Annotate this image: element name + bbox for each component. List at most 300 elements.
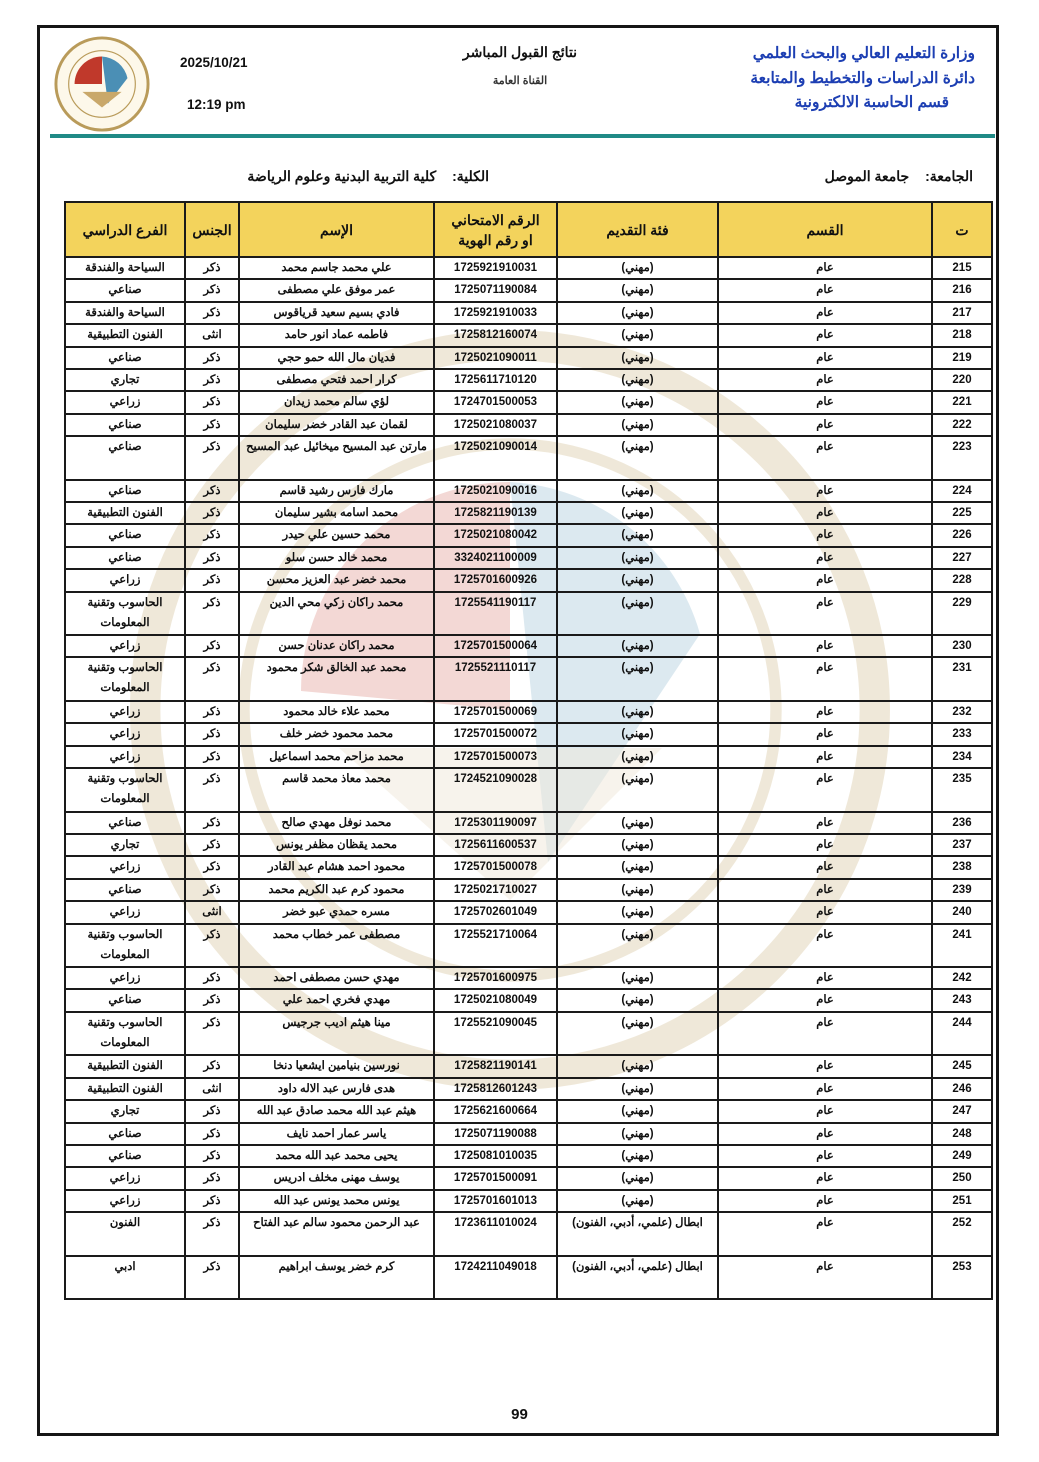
cell-gender: ذكر (185, 369, 239, 391)
cell-num: 244 (932, 1012, 992, 1056)
cell-category: (مهني) (557, 1167, 718, 1189)
document-title-block (410, 44, 630, 87)
cell-name: محمد عبد الخالق شكر محمود (239, 657, 434, 701)
document-title: نتائج القبول المباشر (462, 44, 578, 60)
cell-gender: انثى (185, 1078, 239, 1100)
cell-dept: عام (718, 502, 932, 524)
cell-gender: ذكر (185, 834, 239, 856)
cell-dept: عام (718, 347, 932, 369)
cell-gender: ذكر (185, 879, 239, 901)
university-field (825, 168, 973, 185)
cell-gender: ذكر (185, 1256, 239, 1300)
cell-name: مهدي فخري احمد علي (239, 989, 434, 1011)
cell-name: مينا هيثم اديب جرجيس (239, 1012, 434, 1056)
cell-name: عبد الرحمن محمود سالم عبد الفتاح (239, 1212, 434, 1256)
cell-num: 240 (932, 901, 992, 923)
cell-exam-number: 1725701500078 (434, 856, 557, 878)
cell-name: محمد محمود خضر خلف (239, 723, 434, 745)
cell-exam-number: 1725921910033 (434, 302, 557, 324)
cell-name: هدى فارس عبد الاله داود (239, 1078, 434, 1100)
cell-name: عمر موفق علي مصطفى (239, 279, 434, 301)
table-row (65, 302, 992, 324)
col-header-num: ت (932, 202, 992, 257)
cell-name: محمد مزاحم محمد اسماعيل (239, 746, 434, 768)
college-label: الكلية: (452, 168, 489, 184)
cell-branch: زراعي (65, 1190, 185, 1212)
cell-name: مهدي حسن مصطفى احمد (239, 967, 434, 989)
col-header-gender: الجنس (185, 202, 239, 257)
cell-branch: صناعي (65, 812, 185, 834)
cell-num: 243 (932, 989, 992, 1011)
table-row (65, 924, 992, 968)
table-row (65, 723, 992, 745)
cell-num: 250 (932, 1167, 992, 1189)
cell-num: 229 (932, 592, 992, 636)
cell-name: محمود كرم عبد الكريم محمد (239, 879, 434, 901)
cell-num: 228 (932, 569, 992, 591)
cell-category: (مهني) (557, 1100, 718, 1122)
cell-num: 241 (932, 924, 992, 968)
table-row (65, 967, 992, 989)
cell-gender: ذكر (185, 347, 239, 369)
cell-num: 230 (932, 635, 992, 657)
table-row (65, 1123, 992, 1145)
ministry-line-3: قسم الحاسبة الالكترونية (794, 94, 949, 111)
cell-dept: عام (718, 657, 932, 701)
cell-name: محمد يقظان مظفر يونس (239, 834, 434, 856)
table-row (65, 768, 992, 812)
cell-name: محمد راكان زكي محي الدين (239, 592, 434, 636)
cell-category: (مهني) (557, 812, 718, 834)
cell-category: ابطال (علمي، أدبي، الفنون) (557, 1256, 718, 1300)
table-row (65, 657, 992, 701)
cell-dept: عام (718, 436, 932, 480)
col-header-exam (434, 202, 557, 257)
cell-dept: عام (718, 901, 932, 923)
cell-dept: عام (718, 592, 932, 636)
cell-branch: زراعي (65, 391, 185, 413)
cell-gender: ذكر (185, 657, 239, 701)
cell-branch: الفنون التطبيقية (65, 502, 185, 524)
cell-branch: صناعي (65, 436, 185, 480)
cell-name: لقمان عبد القادر خضر سليمان (239, 414, 434, 436)
cell-name: كرار احمد فتحي مصطفى (239, 369, 434, 391)
cell-name: فادي بسيم سعيد قرياقوس (239, 302, 434, 324)
cell-branch: زراعي (65, 1167, 185, 1189)
cell-category: (مهني) (557, 967, 718, 989)
cell-dept: عام (718, 324, 932, 346)
college-field (247, 168, 489, 185)
cell-dept: عام (718, 701, 932, 723)
cell-branch: صناعي (65, 347, 185, 369)
cell-gender: ذكر (185, 592, 239, 636)
cell-exam-number: 1725701601013 (434, 1190, 557, 1212)
cell-name: هيثم عبد الله محمد صادق عبد الله (239, 1100, 434, 1122)
cell-exam-number: 1725071190088 (434, 1123, 557, 1145)
cell-branch: زراعي (65, 723, 185, 745)
university-label: الجامعة: (925, 168, 973, 184)
cell-exam-number: 1725701600926 (434, 569, 557, 591)
table-row (65, 391, 992, 413)
table-row (65, 1145, 992, 1167)
cell-category: (مهني) (557, 746, 718, 768)
cell-exam-number: 1725921910031 (434, 257, 557, 279)
document-subtitle: القناة العامة (492, 75, 548, 87)
college-value: كلية التربية البدنية وعلوم الرياضة (247, 168, 437, 184)
cell-branch: زراعي (65, 569, 185, 591)
cell-num: 215 (932, 257, 992, 279)
cell-dept: عام (718, 635, 932, 657)
cell-name: محمد خالد حسن سلو (239, 547, 434, 569)
cell-dept: عام (718, 1256, 932, 1300)
cell-category: (مهني) (557, 901, 718, 923)
cell-category: (مهني) (557, 989, 718, 1011)
ministry-heading (715, 42, 975, 116)
cell-exam-number: 1725701500091 (434, 1167, 557, 1189)
cell-name: يوسف مهنى مخلف ادريس (239, 1167, 434, 1189)
cell-num: 222 (932, 414, 992, 436)
table-row (65, 701, 992, 723)
cell-name: محمد راكان عدنان حسن (239, 635, 434, 657)
cell-exam-number: 1725701500073 (434, 746, 557, 768)
table-row (65, 989, 992, 1011)
table-row (65, 1100, 992, 1122)
cell-num: 236 (932, 812, 992, 834)
cell-exam-number: 1724211049018 (434, 1256, 557, 1300)
table-row (65, 1190, 992, 1212)
cell-num: 235 (932, 768, 992, 812)
cell-category: (مهني) (557, 502, 718, 524)
table-row (65, 414, 992, 436)
cell-num: 237 (932, 834, 992, 856)
cell-name: مارك فارس رشيد قاسم (239, 480, 434, 502)
table-row (65, 834, 992, 856)
cell-name: نورسين بنيامين ايشعيا دنخا (239, 1055, 434, 1077)
cell-num: 227 (932, 547, 992, 569)
ministry-seal-logo (53, 35, 151, 133)
table-row (65, 257, 992, 279)
print-date: 2025/10/21 (180, 55, 248, 70)
cell-branch: صناعي (65, 524, 185, 546)
cell-dept: عام (718, 879, 932, 901)
cell-dept: عام (718, 524, 932, 546)
cell-branch: السياحة والفندقة (65, 302, 185, 324)
cell-name: محمود احمد هشام عبد القادر (239, 856, 434, 878)
cell-dept: عام (718, 967, 932, 989)
cell-num: 239 (932, 879, 992, 901)
cell-name: يونس محمد يونس عبد الله (239, 1190, 434, 1212)
cell-exam-number: 1725021080037 (434, 414, 557, 436)
cell-gender: ذكر (185, 547, 239, 569)
cell-exam-number: 1725621600664 (434, 1100, 557, 1122)
cell-gender: ذكر (185, 1123, 239, 1145)
cell-name: فديان مال الله حمو حجي (239, 347, 434, 369)
cell-gender: ذكر (185, 1055, 239, 1077)
table-row (65, 901, 992, 923)
university-value: جامعة الموصل (824, 168, 910, 184)
cell-category: (مهني) (557, 723, 718, 745)
cell-branch: الفنون التطبيقية (65, 1055, 185, 1077)
cell-gender: انثى (185, 901, 239, 923)
print-time: 12:19 pm (187, 97, 246, 112)
cell-dept: عام (718, 1212, 932, 1256)
cell-gender: انثى (185, 324, 239, 346)
cell-category: (مهني) (557, 302, 718, 324)
table-row (65, 746, 992, 768)
cell-gender: ذكر (185, 1167, 239, 1189)
cell-category: (مهني) (557, 1078, 718, 1100)
cell-branch: الحاسوب وتقنية المعلومات (65, 592, 185, 636)
cell-gender: ذكر (185, 967, 239, 989)
cell-dept: عام (718, 1123, 932, 1145)
cell-exam-number: 1725301190097 (434, 812, 557, 834)
cell-num: 226 (932, 524, 992, 546)
table-row (65, 569, 992, 591)
cell-dept: عام (718, 1078, 932, 1100)
cell-branch: زراعي (65, 746, 185, 768)
cell-gender: ذكر (185, 746, 239, 768)
cell-category: (مهني) (557, 257, 718, 279)
cell-branch: صناعي (65, 1123, 185, 1145)
cell-category: (مهني) (557, 524, 718, 546)
cell-exam-number: 1725701500064 (434, 635, 557, 657)
cell-dept: عام (718, 989, 932, 1011)
table-row (65, 879, 992, 901)
cell-category: (مهني) (557, 1012, 718, 1056)
table-row (65, 347, 992, 369)
ministry-line-2: دائرة الدراسات والتخطيط والمتابعة (750, 69, 975, 87)
cell-exam-number: 1725701600975 (434, 967, 557, 989)
table-row (65, 856, 992, 878)
table-row (65, 635, 992, 657)
cell-dept: عام (718, 834, 932, 856)
cell-gender: ذكر (185, 1212, 239, 1256)
cell-dept: عام (718, 812, 932, 834)
cell-gender: ذكر (185, 524, 239, 546)
cell-branch: الحاسوب وتقنية المعلومات (65, 924, 185, 968)
cell-dept: عام (718, 1055, 932, 1077)
cell-exam-number: 1723611010024 (434, 1212, 557, 1256)
cell-name: محمد نوفل مهدي صالح (239, 812, 434, 834)
cell-category: (مهني) (557, 369, 718, 391)
cell-gender: ذكر (185, 1100, 239, 1122)
cell-category: (مهني) (557, 635, 718, 657)
cell-num: 233 (932, 723, 992, 745)
cell-category: (مهني) (557, 701, 718, 723)
table-row (65, 592, 992, 636)
table-row (65, 324, 992, 346)
cell-exam-number: 1725071190084 (434, 279, 557, 301)
cell-name: محمد خضر عبد العزيز محسن (239, 569, 434, 591)
cell-branch: صناعي (65, 279, 185, 301)
cell-num: 238 (932, 856, 992, 878)
table-row (65, 1212, 992, 1256)
cell-category: (مهني) (557, 879, 718, 901)
cell-dept: عام (718, 1167, 932, 1189)
cell-name: مارتن عبد المسيح ميخائيل عبد المسيح (239, 436, 434, 480)
cell-exam-number: 1725701500072 (434, 723, 557, 745)
cell-branch: صناعي (65, 879, 185, 901)
cell-exam-number: 1725021080042 (434, 524, 557, 546)
cell-branch: صناعي (65, 547, 185, 569)
cell-name: علي محمد جاسم محمد (239, 257, 434, 279)
ministry-line-1: وزارة التعليم العالي والبحث العلمي (752, 45, 975, 62)
cell-exam-number: 1725021090014 (434, 436, 557, 480)
cell-num: 252 (932, 1212, 992, 1256)
cell-dept: عام (718, 547, 932, 569)
cell-gender: ذكر (185, 1190, 239, 1212)
cell-name: فاطمه عماد انور حامد (239, 324, 434, 346)
cell-category: ابطال (علمي، أدبي، الفنون) (557, 1212, 718, 1256)
table-row (65, 547, 992, 569)
cell-gender: ذكر (185, 569, 239, 591)
cell-gender: ذكر (185, 414, 239, 436)
table-row (65, 502, 992, 524)
cell-branch: صناعي (65, 414, 185, 436)
cell-category: (مهني) (557, 1055, 718, 1077)
cell-dept: عام (718, 723, 932, 745)
cell-gender: ذكر (185, 302, 239, 324)
cell-exam-number: 1725521090045 (434, 1012, 557, 1056)
cell-exam-number: 1725541190117 (434, 592, 557, 636)
cell-gender: ذكر (185, 924, 239, 968)
cell-exam-number: 1725521710064 (434, 924, 557, 968)
cell-name: يحيى محمد عبد الله محمد (239, 1145, 434, 1167)
cell-dept: عام (718, 279, 932, 301)
cell-num: 221 (932, 391, 992, 413)
cell-num: 247 (932, 1100, 992, 1122)
cell-exam-number: 1725081010035 (434, 1145, 557, 1167)
cell-gender: ذكر (185, 635, 239, 657)
cell-branch: تجاري (65, 1100, 185, 1122)
cell-gender: ذكر (185, 856, 239, 878)
cell-gender: ذكر (185, 391, 239, 413)
cell-exam-number: 1725821190139 (434, 502, 557, 524)
cell-exam-number: 1725702601049 (434, 901, 557, 923)
cell-dept: عام (718, 1190, 932, 1212)
cell-gender: ذكر (185, 1145, 239, 1167)
cell-branch: زراعي (65, 856, 185, 878)
table-row (65, 480, 992, 502)
col-header-category: فئة التقديم (557, 202, 718, 257)
cell-dept: عام (718, 257, 932, 279)
table-row (65, 524, 992, 546)
cell-gender: ذكر (185, 701, 239, 723)
cell-name: محمد اسامه بشير سليمان (239, 502, 434, 524)
table-row (65, 812, 992, 834)
cell-name: لؤي سالم محمد زيدان (239, 391, 434, 413)
cell-category: (مهني) (557, 391, 718, 413)
cell-num: 217 (932, 302, 992, 324)
cell-gender: ذكر (185, 723, 239, 745)
cell-num: 232 (932, 701, 992, 723)
cell-dept: عام (718, 746, 932, 768)
cell-exam-number: 1725821190141 (434, 1055, 557, 1077)
cell-category: (مهني) (557, 1145, 718, 1167)
col-header-branch: الفرع الدراسي (65, 202, 185, 257)
cell-num: 249 (932, 1145, 992, 1167)
cell-exam-number: 1725701500069 (434, 701, 557, 723)
cell-num: 219 (932, 347, 992, 369)
cell-exam-number: 1724701500053 (434, 391, 557, 413)
header-divider (50, 134, 995, 138)
cell-dept: عام (718, 856, 932, 878)
cell-dept: عام (718, 1100, 932, 1122)
cell-num: 218 (932, 324, 992, 346)
cell-num: 224 (932, 480, 992, 502)
table-row (65, 1256, 992, 1300)
cell-num: 216 (932, 279, 992, 301)
cell-category: (مهني) (557, 834, 718, 856)
cell-branch: زراعي (65, 701, 185, 723)
cell-branch: زراعي (65, 967, 185, 989)
cell-gender: ذكر (185, 1012, 239, 1056)
cell-branch: الفنون التطبيقية (65, 324, 185, 346)
cell-category: (مهني) (557, 279, 718, 301)
cell-dept: عام (718, 569, 932, 591)
cell-dept: عام (718, 369, 932, 391)
cell-dept: عام (718, 1145, 932, 1167)
cell-exam-number: 1725812160074 (434, 324, 557, 346)
cell-branch: الحاسوب وتقنية المعلومات (65, 1012, 185, 1056)
cell-branch: صناعي (65, 989, 185, 1011)
cell-branch: زراعي (65, 635, 185, 657)
cell-branch: تجاري (65, 369, 185, 391)
cell-branch: الفنون التطبيقية (65, 1078, 185, 1100)
cell-branch: زراعي (65, 901, 185, 923)
cell-category: (مهني) (557, 436, 718, 480)
table-row (65, 436, 992, 480)
cell-num: 225 (932, 502, 992, 524)
cell-category: (مهني) (557, 1190, 718, 1212)
cell-category: (مهني) (557, 592, 718, 636)
cell-dept: عام (718, 1012, 932, 1056)
cell-gender: ذكر (185, 502, 239, 524)
table-row (65, 279, 992, 301)
cell-gender: ذكر (185, 768, 239, 812)
cell-exam-number: 1725021080049 (434, 989, 557, 1011)
cell-num: 231 (932, 657, 992, 701)
cell-category: (مهني) (557, 1123, 718, 1145)
cell-exam-number: 1725611710120 (434, 369, 557, 391)
cell-branch: ادبي (65, 1256, 185, 1300)
cell-num: 248 (932, 1123, 992, 1145)
cell-gender: ذكر (185, 279, 239, 301)
cell-dept: عام (718, 768, 932, 812)
cell-dept: عام (718, 480, 932, 502)
cell-exam-number: 1725611600537 (434, 834, 557, 856)
cell-branch: تجاري (65, 834, 185, 856)
cell-dept: عام (718, 924, 932, 968)
cell-name: مسره حمدي عبو خضر (239, 901, 434, 923)
cell-branch: الحاسوب وتقنية المعلومات (65, 657, 185, 701)
table-row (65, 1055, 992, 1077)
page-number: 99 (511, 1406, 528, 1423)
cell-gender: ذكر (185, 989, 239, 1011)
table-header-row (65, 202, 992, 257)
cell-category: (مهني) (557, 480, 718, 502)
cell-exam-number: 1725021090016 (434, 480, 557, 502)
cell-branch: السياحة والفندقة (65, 257, 185, 279)
cell-gender: ذكر (185, 436, 239, 480)
cell-name: محمد معاذ محمد قاسم (239, 768, 434, 812)
cell-dept: عام (718, 302, 932, 324)
cell-num: 220 (932, 369, 992, 391)
cell-category: (مهني) (557, 657, 718, 701)
cell-num: 251 (932, 1190, 992, 1212)
cell-num: 242 (932, 967, 992, 989)
cell-gender: ذكر (185, 480, 239, 502)
